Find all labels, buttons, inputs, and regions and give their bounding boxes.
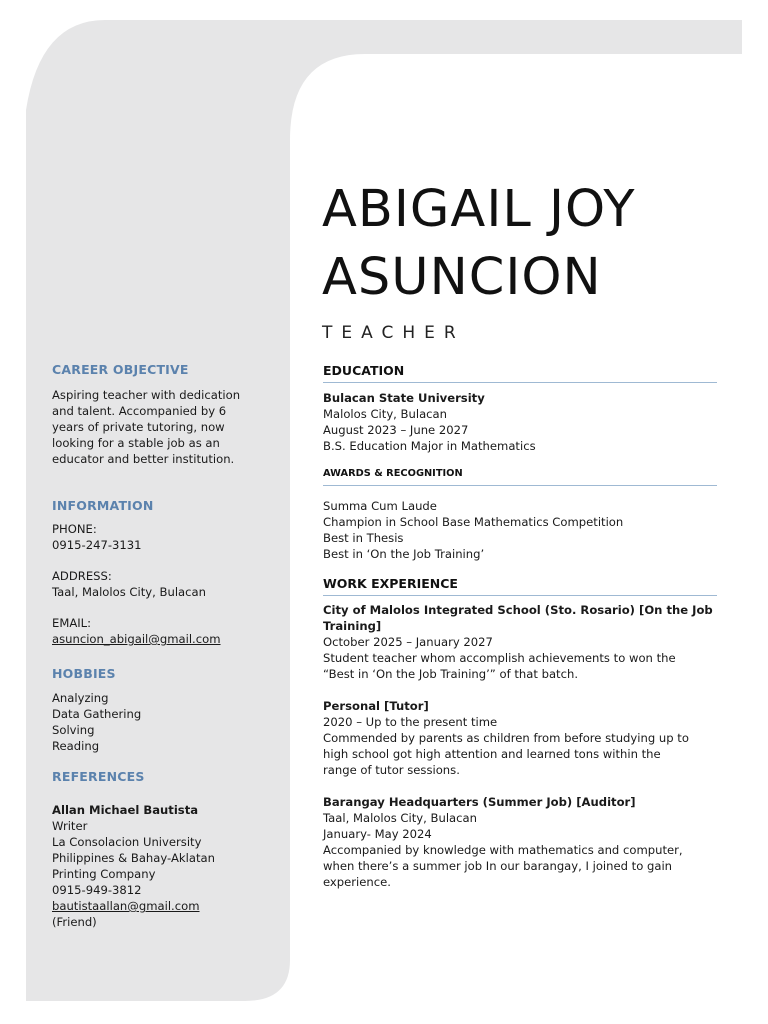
education-section	[323, 362, 718, 454]
page-title	[322, 176, 742, 312]
job-line: when there’s a summer job In our barangay, I joined to gain	[323, 859, 673, 873]
hobby-item: Analyzing	[52, 691, 109, 705]
job-title: City of Malolos Integrated School (Sto. Rosario) [On the Job	[323, 603, 713, 617]
job-title: Training]	[323, 619, 382, 633]
phone-value: 0915-247-3131	[52, 538, 142, 552]
education-heading: EDUCATION	[323, 362, 717, 383]
reference-line: La Consolacion University	[52, 835, 202, 849]
job-entry	[323, 794, 718, 890]
hobby-item: Solving	[52, 723, 95, 737]
hobby-item: Data Gathering	[52, 707, 142, 721]
career-line: years of private tutoring, now	[52, 420, 225, 434]
awards-section	[323, 465, 718, 562]
job-entry	[323, 602, 718, 682]
career-objective-section	[52, 362, 260, 467]
job-title: Barangay Headquarters (Summer Job) [Auditor]	[323, 795, 636, 809]
career-line: Aspiring teacher with dedication	[52, 388, 241, 402]
job-line: October 2025 – January 2027	[323, 635, 493, 649]
information-section	[52, 498, 260, 647]
reference-line: Printing Company	[52, 867, 156, 881]
information-heading: INFORMATION	[52, 498, 154, 513]
award-item: Best in ‘On the Job Training’	[323, 547, 485, 561]
job-line: Student teacher whom accomplish achievements to won the	[323, 651, 676, 665]
job-title: Personal [Tutor]	[323, 699, 429, 713]
hobbies-section	[52, 666, 260, 754]
job-line: range of tutor sessions.	[323, 763, 460, 777]
job-line: experience.	[323, 875, 391, 889]
award-item: Summa Cum Laude	[323, 499, 437, 513]
job-line: January- May 2024	[323, 827, 432, 841]
reference-email-link[interactable]: bautistaallan@gmail.com	[52, 899, 200, 913]
reference-line: Writer	[52, 819, 88, 833]
award-item: Champion in School Base Mathematics Competition	[323, 515, 624, 529]
name-line-2: ASUNCION	[322, 248, 602, 307]
work-experience-section	[323, 575, 718, 890]
email-link[interactable]: asuncion_abigail@gmail.com	[52, 632, 221, 646]
school-dates: August 2023 – June 2027	[323, 423, 469, 437]
references-heading: REFERENCES	[52, 769, 145, 784]
job-line: Accompanied by knowledge with mathematics and computer,	[323, 843, 683, 857]
awards-heading: AWARDS & RECOGNITION	[323, 465, 717, 486]
references-section	[52, 769, 260, 930]
reference-line: Philippines & Bahay-Aklatan	[52, 851, 215, 865]
reference-line: 0915-949-3812	[52, 883, 142, 897]
school-degree: B.S. Education Major in Mathematics	[323, 439, 536, 453]
job-line: 2020 – Up to the present time	[323, 715, 498, 729]
career-objective-heading: CAREER OBJECTIVE	[52, 362, 189, 377]
email-label: EMAIL:	[52, 616, 92, 630]
job-line: Commended by parents as children from before studying up to	[323, 731, 689, 745]
award-item: Best in Thesis	[323, 531, 404, 545]
job-role: TEACHER	[322, 323, 465, 343]
reference-name: Allan Michael Bautista	[52, 803, 199, 817]
address-value: Taal, Malolos City, Bulacan	[52, 585, 206, 599]
work-experience-heading: WORK EXPERIENCE	[323, 575, 717, 596]
school-name: Bulacan State University	[323, 391, 485, 405]
career-line: educator and better institution.	[52, 452, 235, 466]
job-entry	[323, 698, 718, 778]
address-label: ADDRESS:	[52, 569, 112, 583]
job-line: high school got high attention and learned tons within the	[323, 747, 661, 761]
name-line-1: ABIGAIL JOY	[322, 180, 636, 239]
hobby-item: Reading	[52, 739, 100, 753]
career-line: and talent. Accompanied by 6	[52, 404, 227, 418]
school-location: Malolos City, Bulacan	[323, 407, 448, 421]
job-line: “Best in ‘On the Job Training’” of that batch.	[323, 667, 579, 681]
career-line: looking for a stable job as an	[52, 436, 220, 450]
reference-relation: (Friend)	[52, 915, 97, 929]
phone-label: PHONE:	[52, 522, 97, 536]
job-line: Taal, Malolos City, Bulacan	[323, 811, 477, 825]
hobbies-heading: HOBBIES	[52, 666, 116, 681]
